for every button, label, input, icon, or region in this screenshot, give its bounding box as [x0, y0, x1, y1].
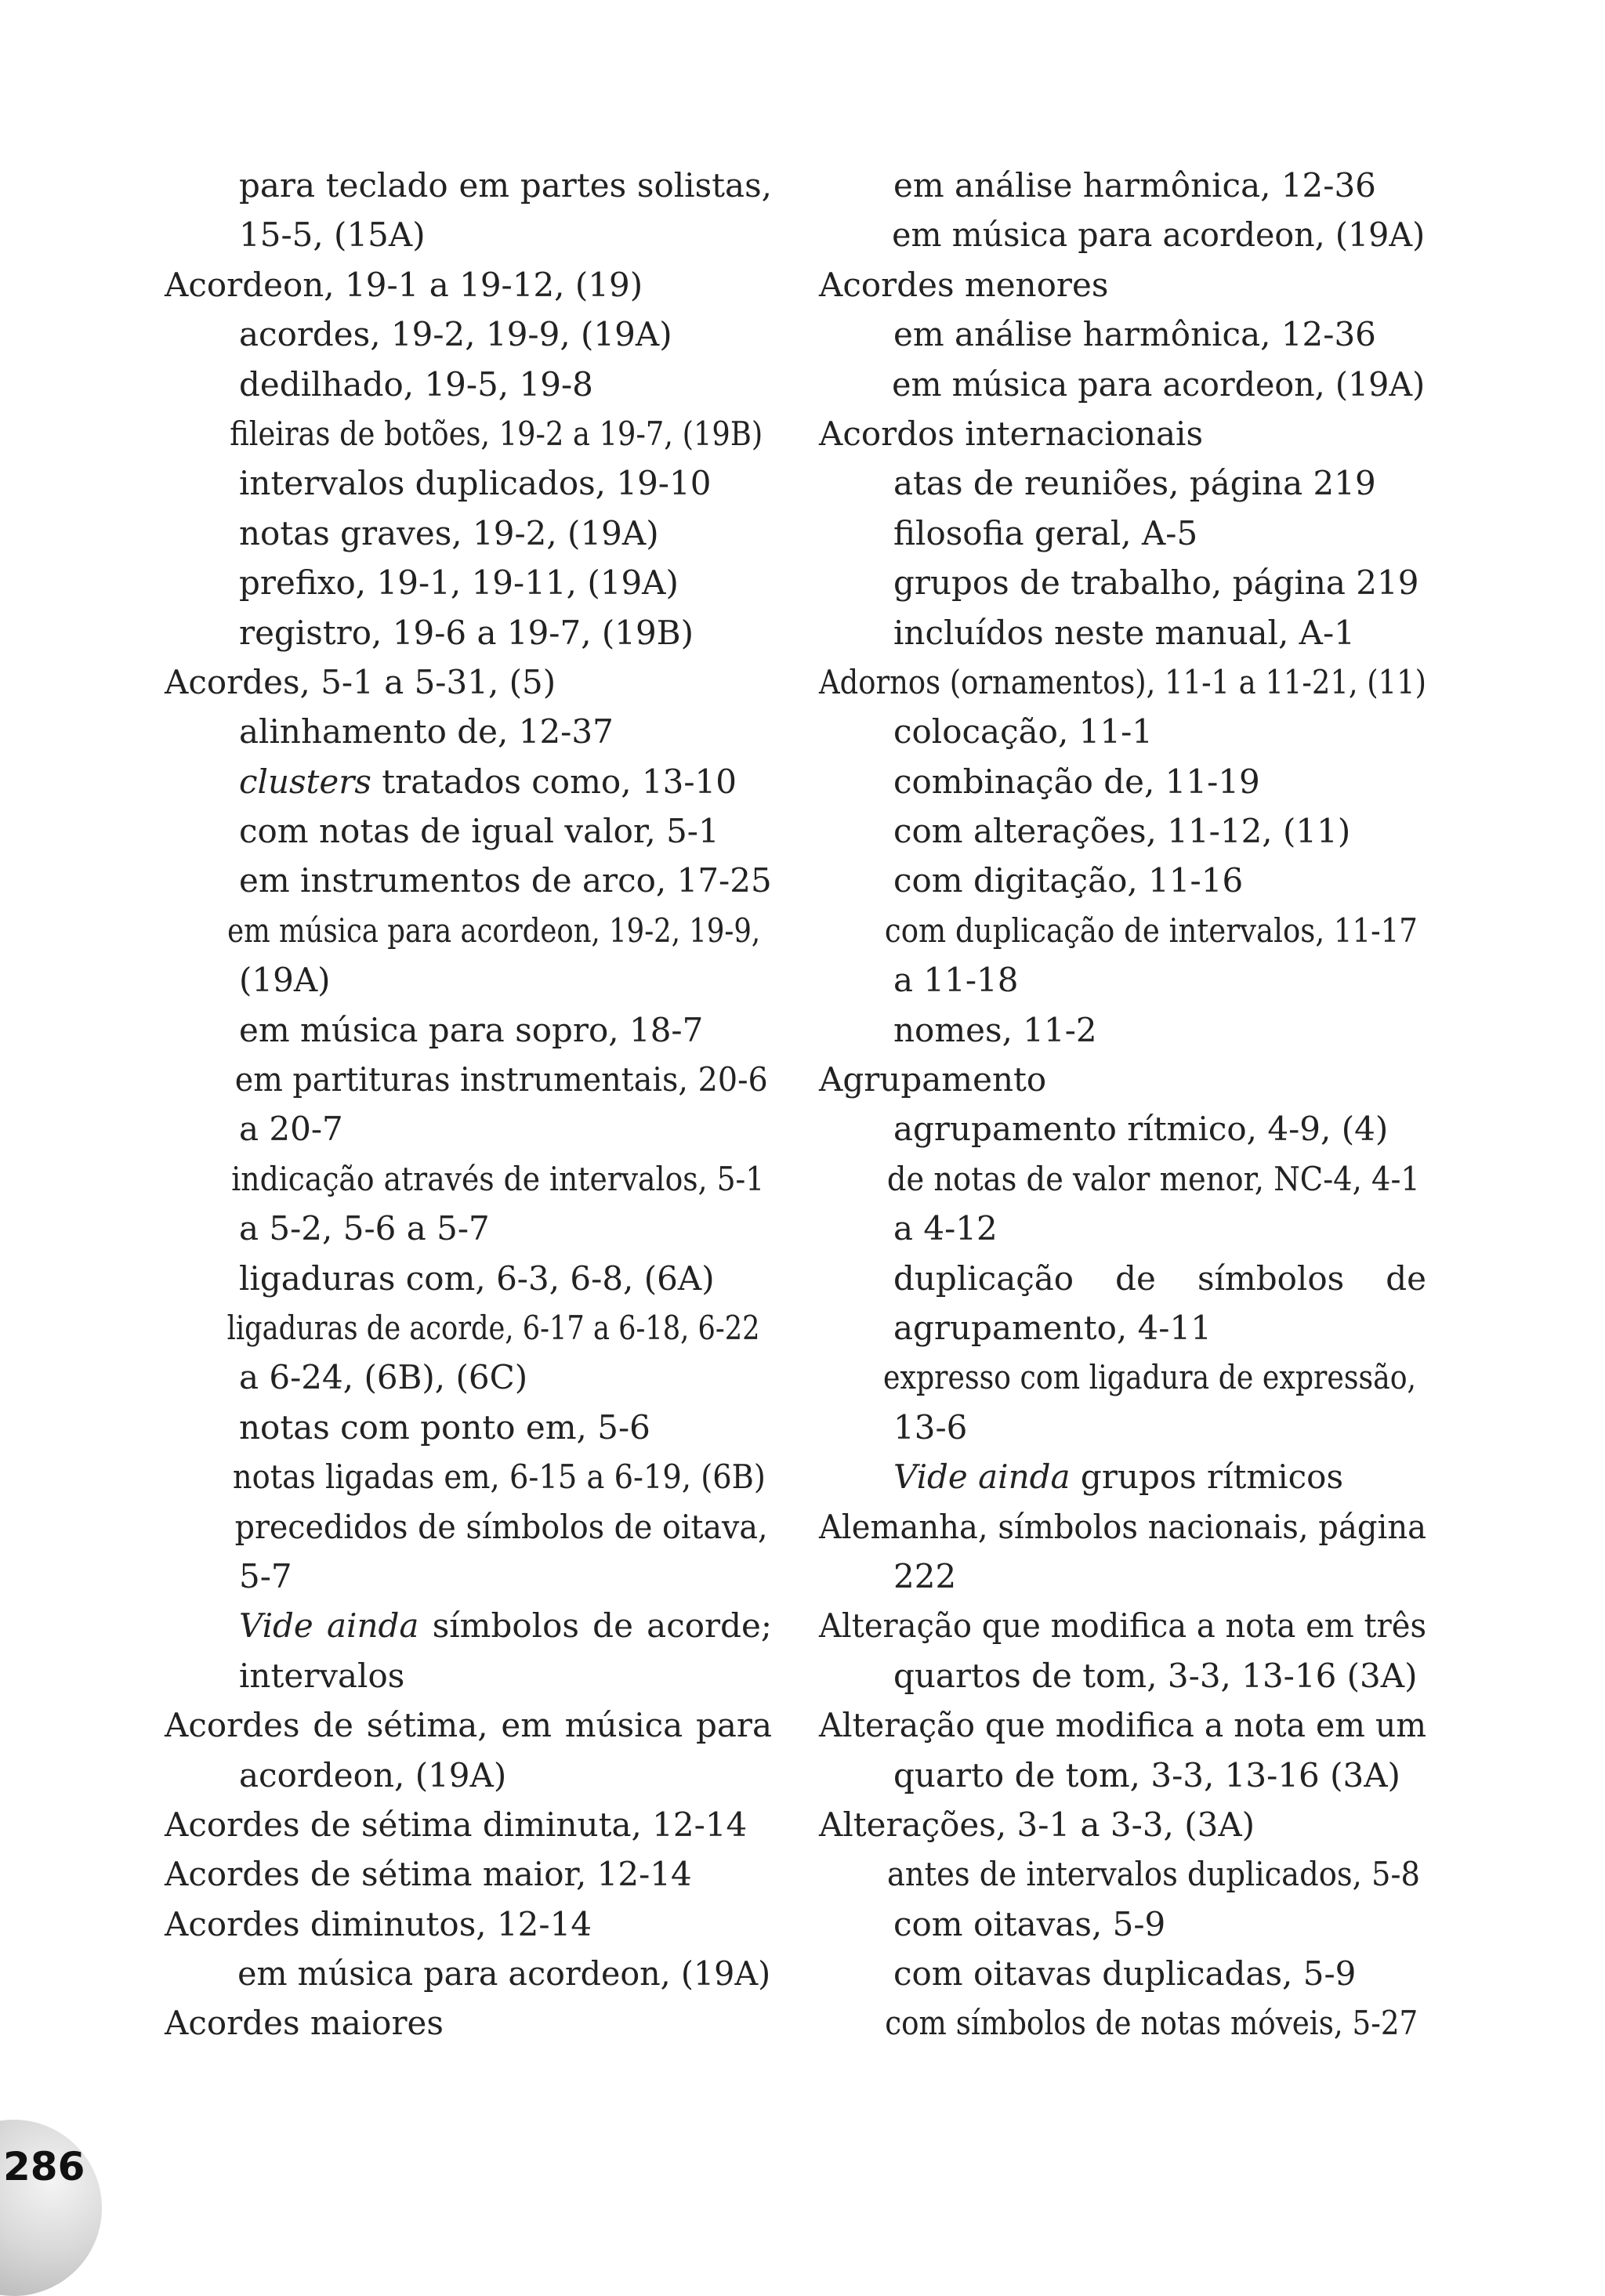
index-subentry [165, 161, 772, 210]
index-text: em música para sopro, 18-7 [239, 1010, 704, 1049]
index-text: intervalos duplicados, 19-10 [239, 464, 712, 503]
index-text: em música para acordeon, 19-2, 19-9, [227, 911, 761, 950]
index-text: Acordes de sétima diminuta, 12-14 [165, 1805, 748, 1844]
index-subentry [819, 1651, 1426, 1700]
index-text: Acordeon, 19-1 a 19-12, (19) [165, 265, 643, 304]
index-text: Alterações, 3-1 a 3-3, (3A) [819, 1805, 1255, 1844]
index-subentry [165, 1104, 772, 1153]
index-subentry [165, 608, 772, 657]
index-text: expresso com ligadura de expressão, [883, 1358, 1417, 1397]
index-subentry [165, 1502, 768, 1552]
index-text: Alemanha, símbolos nacionais, página [819, 1507, 1427, 1546]
index-text: 222 [893, 1556, 957, 1595]
index-text: 15-5, (15A) [239, 215, 426, 255]
index-subentry [819, 608, 1426, 657]
index-entry [165, 1998, 772, 2048]
index-text: Acordos internacionais [819, 414, 1203, 453]
index-text: a 5-2, 5-6 a 5-7 [239, 1209, 490, 1248]
index-subentry [819, 1949, 1426, 1998]
index-text: tratados como, 13-10 [371, 762, 737, 801]
index-subentry [819, 906, 1418, 955]
index-subentry [165, 1601, 772, 1650]
index-text: a 11-18 [893, 961, 1019, 1000]
index-subentry [819, 1552, 1426, 1601]
index-subentry [165, 1154, 765, 1204]
index-subentry [165, 757, 772, 806]
index-text: combinação de, 11-19 [893, 762, 1260, 801]
index-text: filosofia geral, A-5 [893, 513, 1198, 552]
index-subentry [819, 509, 1426, 558]
index-text: de notas de valor menor, NC-4, 4-1 [886, 1159, 1420, 1198]
index-text: Acordes diminutos, 12-14 [165, 1904, 592, 1943]
index-text: em música para acordeon, (19A) [892, 364, 1426, 404]
index-text: incluídos neste manual, A-1 [893, 613, 1355, 652]
index-text: com símbolos de notas móveis, 5-27 [885, 2004, 1418, 2043]
index-text-italic: clusters [239, 762, 371, 801]
index-subentry [165, 1949, 771, 1998]
index-text: prefixo, 19-1, 19-11, (19A) [239, 563, 679, 603]
index-text: a 6-24, (6B), (6C) [239, 1358, 528, 1397]
index-text: símbolos de acorde; [418, 1606, 772, 1646]
index-text: 13-6 [893, 1407, 968, 1447]
index-subentry [165, 1055, 768, 1104]
index-text: colocação, 11-1 [893, 712, 1153, 751]
index-subentry [165, 707, 772, 756]
index-subentry [819, 1005, 1426, 1055]
index-subentry [165, 310, 772, 359]
index-text: com oitavas, 5-9 [893, 1904, 1166, 1943]
index-text: Acordes maiores [165, 2004, 444, 2043]
index-text: dedilhado, 19-5, 19-8 [239, 364, 593, 404]
index-entry [819, 657, 1427, 707]
index-subentry [819, 360, 1426, 409]
index-entry [165, 1700, 772, 1750]
index-subentry [165, 955, 772, 1005]
index-subentry [165, 906, 761, 955]
index-text: (19A) [239, 961, 331, 1000]
index-text: ligaduras com, 6-3, 6-8, (6A) [239, 1258, 715, 1298]
index-text: acordeon, (19A) [239, 1755, 507, 1794]
index-subentry [165, 1552, 772, 1601]
page-number: 286 [3, 2144, 85, 2189]
index-text: acordes, 19-2, 19-9, (19A) [239, 315, 672, 354]
index-subentry [165, 1254, 772, 1303]
index-subentry [165, 856, 772, 905]
index-subentry [819, 1303, 1426, 1353]
index-text: a 20-7 [239, 1110, 343, 1149]
index-subentry [165, 558, 772, 607]
index-text: 5-7 [239, 1556, 292, 1595]
index-text: Acordes, 5-1 a 5-31, (5) [165, 662, 556, 701]
index-subentry [819, 1849, 1420, 1899]
index-subentry [165, 360, 772, 409]
index-subentry [165, 210, 772, 259]
index-subentry [165, 509, 772, 558]
index-text: em música para acordeon, (19A) [237, 1954, 771, 1994]
index-text: agrupamento, 4-11 [893, 1308, 1212, 1347]
index-entry [819, 1502, 1427, 1552]
index-subentry [819, 757, 1426, 806]
index-column-left [165, 161, 772, 2048]
index-subentry [819, 955, 1426, 1005]
index-text: intervalos [239, 1656, 405, 1695]
index-text: grupos de trabalho, página 219 [893, 563, 1419, 603]
index-text: notas ligadas em, 6-15 a 6-19, (6B) [232, 1458, 766, 1497]
index-entry [165, 260, 772, 310]
index-text: duplicação de símbolos de [893, 1258, 1426, 1298]
index-text: Acordes de sétima maior, 12-14 [165, 1855, 692, 1894]
index-column-right [819, 161, 1426, 2048]
index-subentry [819, 1353, 1417, 1402]
index-subentry [819, 707, 1426, 756]
index-text: notas com ponto em, 5-6 [239, 1407, 650, 1447]
index-text: com duplicação de intervalos, 11-17 [884, 911, 1418, 950]
index-subentry [165, 458, 772, 508]
index-subentry [819, 1998, 1418, 2048]
index-text: com oitavas duplicadas, 5-9 [893, 1954, 1357, 1994]
index-entry [819, 1055, 1426, 1104]
index-text-italic: Vide ainda [893, 1458, 1071, 1497]
index-text: antes de intervalos duplicados, 5-8 [886, 1855, 1420, 1894]
index-subentry [819, 310, 1426, 359]
index-text: agrupamento rítmico, 4-9, (4) [893, 1110, 1389, 1149]
index-subentry [165, 1005, 772, 1055]
index-subentry [165, 1751, 772, 1800]
index-subentry [819, 806, 1426, 856]
index-subentry [819, 1104, 1426, 1153]
index-text: notas graves, 19-2, (19A) [239, 513, 659, 552]
index-subentry [819, 1254, 1426, 1303]
index-subentry [819, 558, 1426, 607]
index-entry [819, 409, 1426, 458]
index-subentry [165, 1303, 760, 1353]
index-entry [165, 657, 772, 707]
index-text: grupos rítmicos [1070, 1458, 1344, 1497]
index-text: Acordes de sétima, em música para [165, 1706, 772, 1745]
index-text: em música para acordeon, (19A) [892, 215, 1426, 255]
index-subentry [165, 1403, 772, 1452]
index-text: com digitação, 11-16 [893, 861, 1244, 900]
index-text: a 4-12 [893, 1209, 998, 1248]
index-subentry [819, 1899, 1426, 1949]
index-text: atas de reuniões, página 219 [893, 464, 1376, 503]
index-text: Acordes menores [819, 265, 1109, 304]
index-entry [165, 1899, 772, 1949]
index-text-italic: Vide ainda [239, 1606, 419, 1646]
index-text: registro, 19-6 a 19-7, (19B) [239, 613, 694, 652]
index-text: para teclado em partes solistas, [239, 166, 772, 205]
index-text: fileiras de botões, 19-2 a 19-7, (19B) [230, 414, 763, 453]
index-text: alinhamento de, 12-37 [239, 712, 614, 751]
index-entry [819, 1700, 1427, 1750]
index-entry [165, 1849, 772, 1899]
index-subentry [165, 1452, 766, 1501]
index-text: Adornos (ornamentos), 11-1 a 11-21, (11) [819, 662, 1427, 701]
index-subentry [819, 458, 1426, 508]
index-text: precedidos de símbolos de oitava, [234, 1507, 768, 1546]
index-entry [819, 260, 1426, 310]
index-subentry [819, 1403, 1426, 1452]
index-entry [819, 1800, 1426, 1849]
index-subentry [819, 1452, 1426, 1501]
index-entry [165, 1800, 772, 1849]
index-subentry [819, 210, 1426, 259]
index-text: Agrupamento [819, 1060, 1047, 1099]
index-text: em análise harmônica, 12-36 [893, 315, 1376, 354]
index-subentry [819, 161, 1426, 210]
index-text: Alteração que modifica a nota em um [819, 1706, 1427, 1745]
index-text: em instrumentos de arco, 17-25 [239, 861, 772, 900]
index-text: ligaduras de acorde, 6-17 a 6-18, 6-22 [226, 1308, 760, 1347]
index-subentry [165, 1651, 772, 1700]
index-subentry [819, 1751, 1426, 1800]
index-entry [819, 1601, 1427, 1650]
index-text: com alterações, 11-12, (11) [893, 812, 1351, 851]
index-text: Alteração que modifica a nota em três [819, 1606, 1427, 1646]
index-subentry [819, 1154, 1420, 1204]
index-subentry [165, 409, 763, 458]
index-text: em análise harmônica, 12-36 [893, 166, 1376, 205]
index-text: indicação através de intervalos, 5-1 [231, 1159, 765, 1198]
index-subentry [165, 1353, 772, 1402]
index-text: em partituras instrumentais, 20-6 [234, 1060, 768, 1099]
index-subentry [819, 856, 1426, 905]
index-text: quartos de tom, 3-3, 13-16 (3A) [893, 1656, 1418, 1695]
index-text: quarto de tom, 3-3, 13-16 (3A) [893, 1755, 1400, 1794]
index-subentry [165, 806, 772, 856]
index-subentry [165, 1204, 772, 1253]
index-text: com notas de igual valor, 5-1 [239, 812, 719, 851]
index-subentry [819, 1204, 1426, 1253]
index-text: nomes, 11-2 [893, 1010, 1097, 1049]
